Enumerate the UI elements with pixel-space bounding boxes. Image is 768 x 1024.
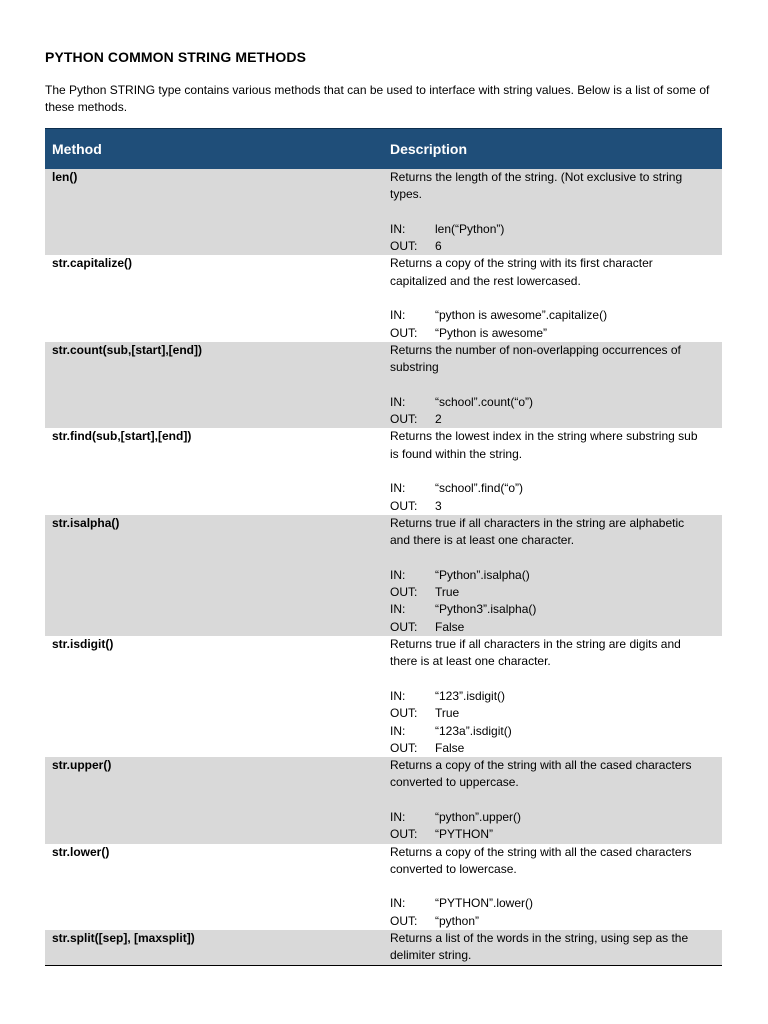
table-row (45, 342, 722, 428)
spacer (390, 290, 715, 307)
description-line: and there is at least one character. (390, 533, 575, 548)
spacer (390, 550, 715, 567)
example-line (390, 221, 715, 238)
table-row (45, 428, 722, 514)
example-line (390, 238, 715, 255)
description-line: substring (390, 360, 439, 375)
example-code: “123a”.isdigit() (435, 723, 512, 738)
example-code: 2 (435, 412, 442, 427)
description-line: Returns a copy of the string with its first character (390, 256, 653, 271)
example-label: OUT: (390, 913, 418, 928)
description-line: delimiter string. (390, 948, 472, 963)
example-line (390, 809, 715, 826)
example-line (390, 307, 715, 324)
example-code: “python” (435, 913, 480, 928)
description-line: Returns a copy of the string with all the cased characters (390, 758, 692, 773)
description-line: Returns true if all characters in the string are digits and (390, 637, 681, 652)
example-label: IN: (390, 308, 406, 323)
example-code: “school”.find(“o”) (435, 481, 524, 496)
example-label: OUT: (390, 706, 418, 721)
example-line (390, 601, 715, 618)
spacer (390, 463, 715, 480)
example-line (390, 411, 715, 428)
method-cell: str.isalpha() (45, 515, 383, 636)
description-line: converted to uppercase. (390, 775, 519, 790)
example-label: OUT: (390, 325, 418, 340)
example-code: “123”.isdigit() (435, 688, 506, 703)
example-code: False (435, 619, 465, 634)
method-cell: str.capitalize() (52, 256, 133, 271)
description-line: Returns the number of non-overlapping occurrences of (390, 342, 681, 357)
example-code: “python is awesome”.capitalize() (435, 308, 608, 323)
description-cell (383, 636, 722, 757)
spacer (390, 671, 715, 688)
description-cell (383, 757, 722, 843)
example-line (390, 584, 715, 601)
example-label: OUT: (390, 740, 418, 755)
example-code: “PYTHON”.lower() (435, 896, 533, 911)
example-code: 6 (435, 239, 442, 254)
description-cell (383, 255, 722, 341)
example-code: “PYTHON” (435, 827, 493, 842)
example-line (390, 740, 715, 757)
spacer (390, 377, 715, 394)
example-line (390, 723, 715, 740)
example-line (390, 325, 715, 342)
description-line: types. (390, 187, 423, 202)
example-code: True (435, 585, 460, 600)
description-line: Returns a copy of the string with all the cased characters (390, 844, 692, 859)
table-body (45, 169, 722, 965)
page-title: PYTHON COMMON STRING METHODS (45, 49, 307, 65)
string-methods-table (45, 128, 722, 966)
table-row (45, 255, 722, 341)
example-label: IN: (390, 394, 406, 409)
description-line: is found within the string. (390, 446, 523, 461)
example-line (390, 480, 715, 497)
example-label: IN: (390, 723, 406, 738)
description-cell (383, 515, 722, 636)
spacer (390, 878, 715, 895)
example-label: OUT: (390, 585, 418, 600)
example-code: “python”.upper() (435, 809, 522, 824)
description-line: converted to lowercase. (390, 861, 517, 876)
example-line (390, 394, 715, 411)
example-label: IN: (390, 481, 406, 496)
table-row (45, 844, 722, 930)
example-line (390, 619, 715, 636)
example-code: “Python3”.isalpha() (435, 602, 537, 617)
example-line (390, 705, 715, 722)
table-row (45, 515, 722, 636)
description-line: Returns the lowest index in the string where substring sub (390, 429, 698, 444)
example-label: IN: (390, 688, 406, 703)
description-line: there is at least one character. (390, 654, 551, 669)
description-line: capitalized and the rest lowercased. (390, 273, 581, 288)
example-label: IN: (390, 896, 406, 911)
description-cell (383, 342, 722, 428)
example-label: IN: (390, 221, 406, 236)
method-cell: str.upper() (45, 757, 383, 843)
example-code: 3 (435, 498, 442, 513)
description-cell (383, 930, 722, 965)
spacer (390, 204, 715, 221)
table-row (45, 169, 722, 255)
example-label: IN: (390, 602, 406, 617)
example-code: “Python is awesome” (435, 325, 548, 340)
example-label: OUT: (390, 412, 418, 427)
header-method: Method (45, 129, 383, 170)
method-cell: str.lower() (52, 844, 110, 859)
example-label: OUT: (390, 619, 418, 634)
example-line (390, 913, 715, 930)
example-line (390, 826, 715, 843)
method-cell: str.count(sub,[start],[end]) (45, 342, 383, 428)
description-line: Returns true if all characters in the string are alphabetic (390, 515, 685, 530)
table-header-row (45, 129, 722, 170)
method-cell: str.find(sub,[start],[end]) (52, 429, 192, 444)
intro-paragraph: The Python STRING type contains various methods that can be used to interface with string values. Below is a list of some of these methods. (45, 83, 710, 114)
example-label: OUT: (390, 239, 418, 254)
header-description: Description (383, 129, 722, 170)
example-line (390, 567, 715, 584)
spacer (390, 792, 715, 809)
example-code: False (435, 740, 465, 755)
method-cell: str.isdigit() (52, 637, 114, 652)
description-line: Returns a list of the words in the string, using sep as the (390, 931, 689, 946)
example-line (390, 895, 715, 912)
table-row (45, 930, 722, 965)
table-row (45, 636, 722, 757)
example-code: “school”.count(“o”) (435, 394, 534, 409)
description-line: Returns the length of the string. (Not exclusive to string (390, 170, 683, 184)
description-cell (383, 844, 722, 930)
example-label: IN: (390, 567, 406, 582)
method-cell: str.split([sep], [maxsplit]) (45, 930, 383, 965)
table-row (45, 757, 722, 843)
example-code: True (435, 706, 460, 721)
description-cell (383, 169, 722, 255)
example-label: OUT: (390, 827, 418, 842)
description-cell (383, 428, 722, 514)
method-cell: len() (45, 169, 383, 255)
example-code: len(“Python”) (435, 221, 505, 236)
example-label: IN: (390, 809, 406, 824)
example-label: OUT: (390, 498, 418, 513)
example-code: “Python”.isalpha() (435, 567, 530, 582)
example-line (390, 688, 715, 705)
example-line (390, 498, 715, 515)
